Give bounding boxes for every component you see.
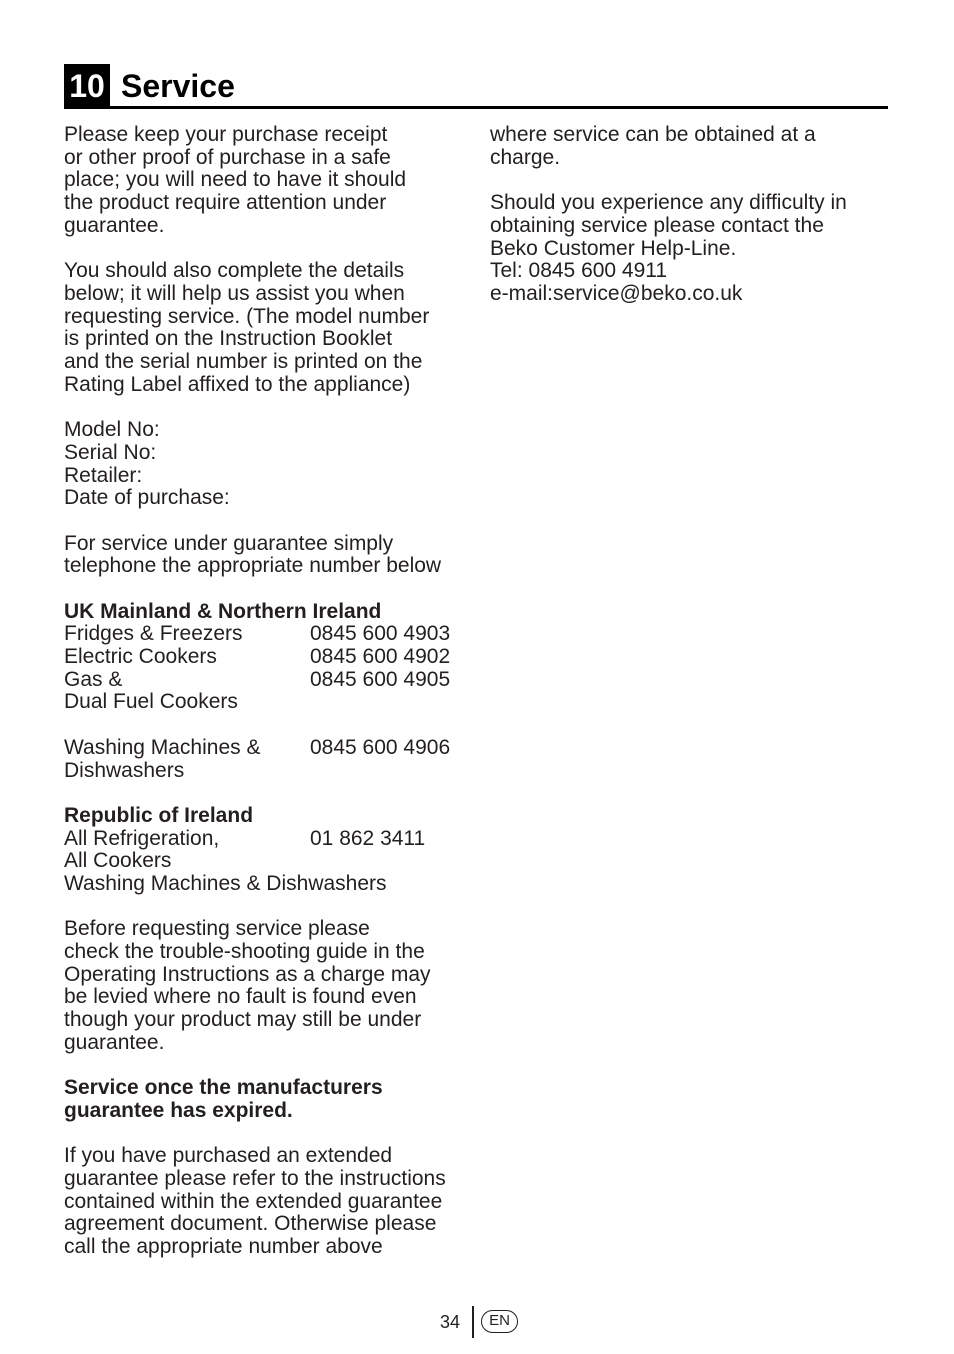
contact-label: Dishwashers	[64, 758, 185, 782]
heading-line: guarantee has expired.	[64, 1098, 293, 1122]
footer-divider	[472, 1306, 474, 1338]
heading-line: Service once the manufacturers	[64, 1076, 383, 1100]
page-number: 34	[440, 1312, 461, 1332]
text-line: Operating Instructions as a charge may	[64, 962, 431, 986]
expired-heading	[64, 1077, 469, 1122]
contact-row	[64, 828, 469, 851]
contact-label: Washing Machines &	[64, 735, 261, 759]
contact-label: Fridges & Freezers	[64, 622, 243, 646]
header-divider	[64, 106, 888, 109]
contact-label: All Cookers	[64, 849, 172, 873]
retailer-field: Retailer:	[64, 463, 143, 487]
contact-row	[64, 623, 469, 646]
left-column	[64, 124, 469, 1259]
contact-row	[64, 850, 469, 873]
text-line: guarantee please refer to the instructions	[64, 1167, 446, 1191]
uk-contacts	[64, 601, 469, 783]
intro-paragraph	[64, 124, 469, 238]
text-line: telephone the appropriate number below	[64, 554, 442, 578]
text-line: charge.	[490, 145, 561, 169]
extended-paragraph	[64, 1145, 469, 1259]
service-paragraph	[64, 533, 469, 578]
contact-row	[64, 760, 469, 783]
text-line: guarantee.	[64, 1030, 165, 1054]
contact-row	[64, 669, 469, 692]
text-line: check the trouble-shooting guide in the	[64, 940, 425, 964]
text-line: Before requesting service please	[64, 917, 370, 941]
helpline-email: e-mail:service@beko.co.uk	[490, 281, 743, 305]
text-line: where service can be obtained at a	[490, 123, 816, 146]
text-line: Rating Label affixed to the appliance)	[64, 372, 411, 396]
contact-number: 0845 600 4905	[310, 667, 451, 691]
details-paragraph	[64, 260, 469, 396]
text-line: place; you will need to have it should	[64, 168, 407, 192]
text-line: Please keep your purchase receipt	[64, 123, 388, 146]
text-line: agreement document. Otherwise please	[64, 1212, 437, 1236]
text-line: call the appropriate number above	[64, 1235, 383, 1259]
text-line: below; it will help us assist you when	[64, 281, 405, 305]
date-of-purchase-field: Date of purchase:	[64, 486, 230, 510]
text-line: requesting service. (The model number	[64, 304, 430, 328]
page-footer	[0, 1306, 954, 1340]
contact-number: 0845 600 4902	[310, 645, 451, 669]
text-line: Beko Customer Help-Line.	[490, 236, 737, 260]
text-line: Should you experience any difficulty in	[490, 191, 847, 215]
contact-number: 0845 600 4906	[310, 735, 451, 759]
contact-row	[64, 646, 469, 669]
section-number: 10	[64, 64, 110, 109]
text-line: though your product may still be under	[64, 1008, 422, 1032]
contact-row	[64, 873, 469, 896]
helpline-paragraph	[490, 192, 890, 306]
contact-number: 01 862 3411	[310, 826, 426, 850]
text-line: or other proof of purchase in a safe	[64, 145, 391, 169]
right-column	[490, 124, 890, 306]
section-header	[64, 63, 888, 109]
before-paragraph	[64, 918, 469, 1054]
roi-contacts	[64, 805, 469, 896]
text-line: If you have purchased an extended	[64, 1144, 393, 1168]
contact-number: 0845 600 4903	[310, 622, 451, 646]
text-line: and the serial number is printed on the	[64, 350, 423, 374]
text-line: be levied where no fault is found even	[64, 985, 417, 1009]
contact-label: Dual Fuel Cookers	[64, 690, 238, 714]
serial-no-field: Serial No:	[64, 440, 157, 464]
continued-paragraph	[490, 124, 890, 169]
uk-heading: UK Mainland & Northern Ireland	[64, 599, 382, 623]
text-line: contained within the extended guarantee	[64, 1189, 443, 1213]
text-line: is printed on the Instruction Booklet	[64, 327, 393, 351]
contact-label: Gas &	[64, 667, 123, 691]
details-fields	[64, 419, 469, 510]
model-no-field: Model No:	[64, 418, 160, 442]
text-line: the product require attention under	[64, 191, 387, 215]
helpline-tel: Tel: 0845 600 4911	[490, 259, 668, 283]
contact-label: All Refrigeration,	[64, 826, 220, 850]
contact-row	[64, 691, 469, 714]
contact-label: Washing Machines & Dishwashers	[64, 871, 387, 895]
language-badge: EN	[481, 1310, 518, 1333]
text-line: For service under guarantee simply	[64, 531, 394, 555]
text-line: guarantee.	[64, 213, 165, 237]
contact-row	[64, 737, 469, 760]
section-title: Service	[121, 68, 235, 104]
text-line: You should also complete the details	[64, 259, 405, 283]
text-line: obtaining service please contact the	[490, 213, 824, 237]
roi-heading: Republic of Ireland	[64, 803, 254, 827]
contact-label: Electric Cookers	[64, 645, 217, 669]
